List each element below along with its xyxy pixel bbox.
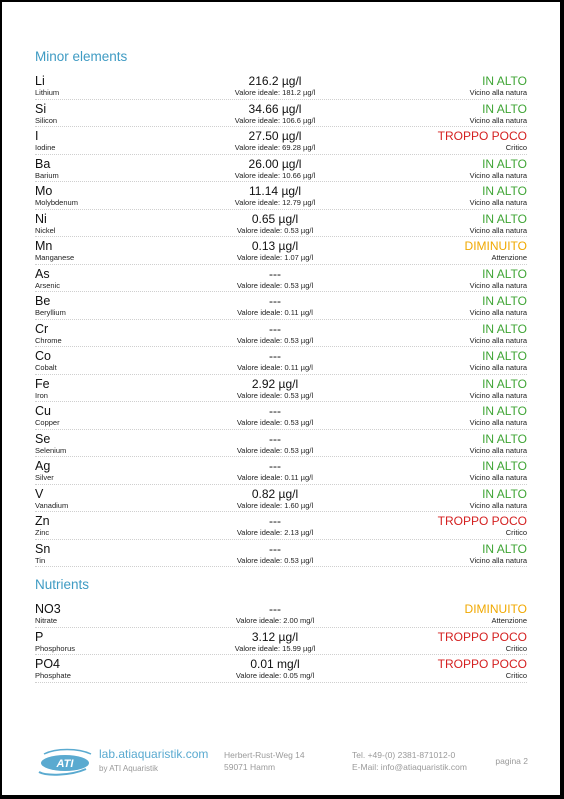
status-badge: DIMINUITO	[464, 239, 527, 253]
element-name: Cobalt	[35, 363, 57, 372]
measured-value: ---	[269, 321, 281, 336]
status-badge: IN ALTO	[482, 101, 527, 116]
element-name: Zinc	[35, 528, 50, 537]
measured-value: 0.65 µg/l	[251, 211, 299, 226]
status-badge: IN ALTO	[482, 459, 527, 473]
measured-value: 0.01 mg/l	[250, 657, 300, 671]
table-row	[35, 155, 527, 183]
measured-value: 216.2 µg/l	[248, 74, 302, 88]
element-symbol: Li	[35, 74, 45, 88]
ati-logo-icon	[36, 748, 94, 776]
ideal-value: Valore ideale: 1.60 µg/l	[236, 500, 314, 510]
element-name: Chrome	[35, 335, 62, 345]
table-row	[35, 540, 527, 568]
status-note: Critico	[505, 671, 527, 680]
section-title-minor-elements: Minor elements	[35, 49, 128, 64]
ideal-value: Valore ideale: 0.53 µg/l	[236, 335, 314, 345]
status-note: Vicino alla natura	[469, 418, 527, 427]
section-title-nutrients: Nutrients	[35, 577, 90, 592]
element-symbol: Ba	[35, 156, 51, 171]
table-row	[35, 100, 527, 128]
status-note: Attenzione	[491, 253, 527, 262]
status-badge: IN ALTO	[482, 376, 527, 391]
ideal-value: Valore ideale: 12.79 µg/l	[234, 198, 316, 207]
footer-by-line: by ATI Aquaristik	[99, 764, 158, 773]
status-note: Vicino alla natura	[469, 170, 527, 180]
element-symbol: Cr	[35, 321, 49, 336]
ideal-value: Valore ideale: 2.13 µg/l	[236, 528, 314, 537]
table-row	[35, 72, 527, 100]
measured-value: ---	[269, 602, 281, 616]
status-badge: TROPPO POCO	[437, 629, 527, 644]
ideal-value: Valore ideale: 15.99 µg/l	[234, 643, 316, 653]
footer-address-city: 59071 Hamm	[224, 762, 276, 772]
table-row	[35, 512, 527, 540]
status-badge: IN ALTO	[482, 321, 527, 336]
measured-value: 0.82 µg/l	[251, 486, 299, 501]
status-note: Vicino alla natura	[469, 225, 527, 235]
element-symbol: As	[35, 266, 50, 281]
status-badge: IN ALTO	[482, 156, 527, 171]
status-note: Vicino alla natura	[469, 280, 527, 290]
measured-value: 26.00 µg/l	[248, 156, 302, 171]
element-symbol: Si	[35, 101, 47, 116]
element-name: Barium	[35, 170, 59, 180]
element-symbol: PO4	[35, 657, 61, 671]
status-note: Vicino alla natura	[469, 363, 527, 372]
table-row	[35, 430, 527, 458]
measured-value: 11.14 µg/l	[248, 184, 302, 198]
status-note: Vicino alla natura	[469, 308, 527, 317]
status-note: Critico	[505, 528, 527, 537]
status-badge: IN ALTO	[482, 74, 527, 88]
footer-address-street: Herbert-Rust-Weg 14	[224, 750, 305, 760]
ideal-value: Valore ideale: 0.05 mg/l	[235, 671, 315, 680]
ideal-value: Valore ideale: 10.66 µg/l	[234, 170, 316, 180]
status-note: Vicino alla natura	[469, 88, 527, 97]
element-name: Manganese	[35, 253, 75, 262]
minor-elements-table	[35, 72, 527, 567]
element-name: Nitrate	[35, 616, 58, 625]
table-row	[35, 237, 527, 265]
footer-site-link[interactable]: lab.atiaquaristik.com	[99, 747, 209, 761]
element-name: Selenium	[35, 445, 67, 455]
measured-value: 34.66 µg/l	[248, 101, 302, 116]
measured-value: 27.50 µg/l	[248, 129, 302, 143]
status-note: Vicino alla natura	[469, 198, 527, 207]
element-symbol: Ag	[35, 459, 51, 473]
element-name: Lithium	[35, 88, 60, 97]
element-symbol: NO3	[35, 602, 61, 616]
status-badge: IN ALTO	[482, 486, 527, 501]
status-badge: TROPPO POCO	[437, 129, 527, 143]
status-note: Vicino alla natura	[469, 445, 527, 455]
ideal-value: Valore ideale: 0.53 µg/l	[236, 555, 314, 565]
element-name: Molybdenum	[35, 198, 78, 207]
status-badge: TROPPO POCO	[437, 514, 527, 528]
status-badge: IN ALTO	[482, 431, 527, 446]
element-name: Phosphorus	[35, 643, 76, 653]
status-note: Vicino alla natura	[469, 555, 527, 565]
ideal-value: Valore ideale: 0.53 µg/l	[236, 225, 314, 235]
footer-address	[224, 749, 305, 773]
measured-value: ---	[269, 266, 281, 281]
table-row	[35, 600, 527, 628]
status-badge: IN ALTO	[482, 294, 527, 308]
measured-value: 0.13 µg/l	[251, 239, 299, 253]
element-name: Beryllium	[35, 308, 66, 317]
element-symbol: Mo	[35, 184, 53, 198]
logo-text: ATI	[56, 758, 74, 770]
element-name: Iodine	[35, 143, 56, 152]
ideal-value: Valore ideale: 0.53 µg/l	[236, 418, 314, 427]
element-name: Nickel	[35, 225, 56, 235]
ideal-value: Valore ideale: 106.6 µg/l	[234, 115, 316, 125]
status-note: Vicino alla natura	[469, 390, 527, 400]
page-number: pagina 2	[495, 756, 528, 766]
table-row	[35, 292, 527, 320]
status-badge: IN ALTO	[482, 404, 527, 418]
status-note: Vicino alla natura	[469, 500, 527, 510]
element-name: Silver	[35, 473, 54, 482]
table-row	[35, 375, 527, 403]
measured-value: 3.12 µg/l	[251, 629, 299, 644]
element-name: Silicon	[35, 115, 58, 125]
footer-phone: Tel. +49-(0) 2381-871012-0	[352, 750, 456, 760]
ideal-value: Valore ideale: 181.2 µg/l	[234, 88, 316, 97]
table-row	[35, 402, 527, 430]
table-row	[35, 457, 527, 485]
table-row	[35, 127, 527, 155]
status-note: Attenzione	[491, 616, 527, 625]
element-symbol: Sn	[35, 541, 51, 556]
status-note: Critico	[505, 143, 527, 152]
element-symbol: Ni	[35, 211, 47, 226]
ideal-value: Valore ideale: 0.53 µg/l	[236, 390, 314, 400]
element-name: Tin	[35, 555, 46, 565]
element-symbol: P	[35, 629, 44, 644]
ideal-value: Valore ideale: 1.07 µg/l	[236, 253, 314, 262]
measured-value: ---	[269, 431, 281, 446]
status-badge: TROPPO POCO	[437, 657, 527, 671]
measured-value: ---	[269, 349, 281, 363]
table-row	[35, 655, 527, 683]
ideal-value: Valore ideale: 0.53 µg/l	[236, 280, 314, 290]
element-symbol: Be	[35, 294, 51, 308]
element-symbol: Fe	[35, 376, 50, 391]
measured-value: ---	[269, 541, 281, 556]
element-symbol: Co	[35, 349, 51, 363]
element-symbol: V	[35, 486, 44, 501]
footer-email[interactable]: E-Mail: info@atiaquaristik.com	[352, 762, 467, 772]
ideal-value: Valore ideale: 0.11 µg/l	[237, 363, 313, 372]
table-row	[35, 320, 527, 348]
status-note: Critico	[505, 643, 527, 653]
table-row	[35, 182, 527, 210]
status-badge: IN ALTO	[482, 184, 527, 198]
element-symbol: I	[35, 129, 39, 143]
nutrients-table	[35, 600, 527, 683]
ideal-value: Valore ideale: 2.00 mg/l	[235, 616, 315, 625]
status-badge: DIMINUITO	[464, 602, 527, 616]
table-row	[35, 485, 527, 513]
status-note: Vicino alla natura	[469, 115, 527, 125]
report-page	[2, 2, 560, 795]
measured-value: ---	[269, 294, 281, 308]
element-name: Iron	[35, 390, 48, 400]
status-badge: IN ALTO	[482, 266, 527, 281]
ideal-value: Valore ideale: 0.11 µg/l	[237, 308, 313, 317]
table-row	[35, 265, 527, 293]
ideal-value: Valore ideale: 69.28 µg/l	[234, 143, 316, 152]
status-note: Vicino alla natura	[469, 335, 527, 345]
element-symbol: Zn	[35, 514, 50, 528]
measured-value: ---	[269, 404, 281, 418]
status-badge: IN ALTO	[482, 541, 527, 556]
footer-contact	[352, 749, 467, 773]
element-symbol: Se	[35, 431, 51, 446]
status-note: Vicino alla natura	[469, 473, 527, 482]
element-symbol: Cu	[35, 404, 51, 418]
table-row	[35, 210, 527, 238]
ideal-value: Valore ideale: 0.53 µg/l	[236, 445, 314, 455]
table-row	[35, 628, 527, 656]
element-name: Vanadium	[35, 500, 69, 510]
ideal-value: Valore ideale: 0.11 µg/l	[237, 473, 313, 482]
status-badge: IN ALTO	[482, 211, 527, 226]
element-name: Copper	[35, 418, 60, 427]
element-symbol: Mn	[35, 239, 53, 253]
measured-value: ---	[269, 459, 281, 473]
measured-value: ---	[269, 514, 281, 528]
measured-value: 2.92 µg/l	[251, 376, 299, 391]
element-name: Arsenic	[35, 280, 61, 290]
status-badge: IN ALTO	[482, 349, 527, 363]
page-footer	[2, 744, 560, 784]
element-name: Phosphate	[35, 671, 71, 680]
table-row	[35, 347, 527, 375]
